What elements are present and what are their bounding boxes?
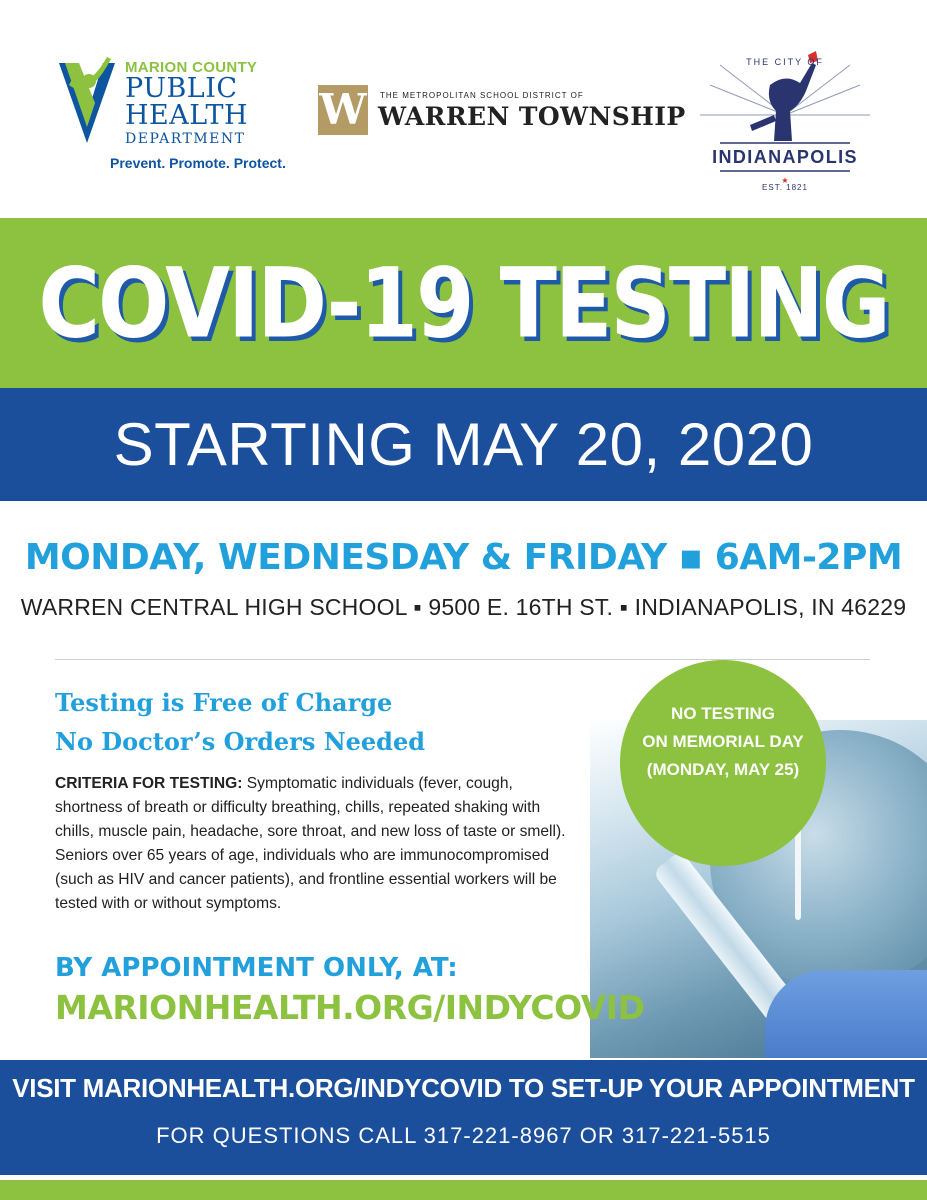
marion-county-health-logo bbox=[55, 55, 295, 180]
indy-city-of-text: THE CITY OF bbox=[746, 57, 824, 67]
appointment-link[interactable]: MARIONHEALTH.ORG/INDYCOVID bbox=[55, 988, 645, 1027]
page-title: COVID-19 TESTING bbox=[38, 246, 889, 360]
health-dept-emblem-icon bbox=[55, 55, 119, 150]
mcphd-line4: DEPARTMENT bbox=[125, 131, 246, 147]
notice-line1: NO TESTING bbox=[671, 704, 775, 723]
city-of-indianapolis-logo bbox=[690, 45, 880, 200]
indianapolis-statue-icon bbox=[690, 45, 880, 200]
memorial-day-notice-badge bbox=[620, 660, 826, 866]
bottom-green-strip bbox=[0, 1180, 927, 1200]
warren-small-text: THE METROPOLITAN SCHOOL DISTRICT OF bbox=[380, 91, 584, 100]
warren-w-mark-icon: W bbox=[319, 85, 367, 134]
appointment-label: BY APPOINTMENT ONLY, AT: bbox=[55, 953, 458, 983]
schedule-heading: MONDAY, WEDNESDAY & FRIDAY ▪ 6AM-2PM bbox=[24, 537, 903, 578]
mcphd-tagline: Prevent. Promote. Protect. bbox=[110, 155, 286, 171]
criteria-label: CRITERIA FOR TESTING: bbox=[55, 775, 243, 792]
indy-est-text: EST. 1821 bbox=[762, 183, 808, 192]
photo-glove-shape bbox=[765, 970, 927, 1060]
footer-phone-text: FOR QUESTIONS CALL 317-221-8967 OR 317-221-5515 bbox=[156, 1123, 771, 1148]
free-of-charge-text: Testing is Free of Charge bbox=[55, 688, 393, 717]
location-text: WARREN CENTRAL HIGH SCHOOL ▪ 9500 E. 16TH ST. ▪ INDIANAPOLIS, IN 46229 bbox=[20, 594, 907, 620]
criteria-text: Symptomatic individuals (fever, cough, shortness of breath or difficulty breathing, chills, repeated shaking with chills, muscle pain, headache, sore throat, and new loss of taste or smell). Seniors over 65 years of age, individuals who are immunocompromised (such as HIV and cancer patients), and frontline essential workers will be tested with or without symptoms. bbox=[55, 775, 566, 912]
footer-visit-text: VISIT MARIONHEALTH.ORG/INDYCOVID TO SET-UP YOUR APPOINTMENT bbox=[12, 1073, 915, 1103]
warren-township-logo bbox=[318, 85, 686, 140]
criteria-paragraph bbox=[55, 772, 575, 916]
section-divider bbox=[55, 659, 870, 660]
no-doctors-orders-text: No Doctor’s Orders Needed bbox=[55, 727, 425, 756]
svg-text:★: ★ bbox=[781, 176, 789, 185]
indy-name-text: INDIANAPOLIS bbox=[712, 147, 858, 167]
notice-line2: ON MEMORIAL DAY bbox=[642, 732, 804, 751]
mcphd-line2: PUBLIC bbox=[125, 73, 238, 104]
warren-big-text: WARREN TOWNSHIP bbox=[378, 102, 686, 131]
mcphd-line1: MARION COUNTY bbox=[125, 59, 258, 76]
start-date-heading: STARTING MAY 20, 2020 bbox=[113, 411, 814, 478]
notice-line3: (MONDAY, MAY 25) bbox=[646, 760, 800, 779]
mcphd-line3: HEALTH bbox=[125, 100, 249, 131]
